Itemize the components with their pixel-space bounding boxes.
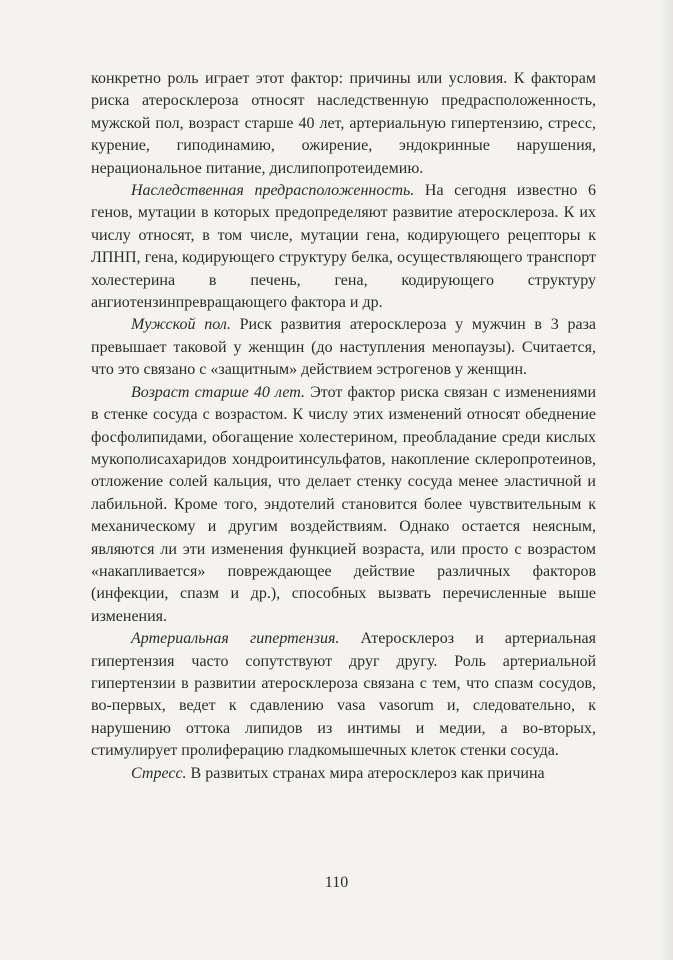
paragraph-intro xyxy=(91,68,596,180)
paragraph-male-sex-text: Риск развития атеросклероза у мужчин в 3 раза превышает таковой у женщин (до наступления менопаузы). Считается, что это связано с «защитным» действием эстрогенов у женщин. xyxy=(91,316,596,379)
paragraph-heredity-text: На сегодня известно 6 генов, мутации в которых предопределяют развитие атеросклероза. К их числу относят, в том числе, мутации гена, кодирующего рецепторы к ЛПНП, гена, кодирующего структуру белка, осуществляющего транспорт холестерина в печень, гена, кодирующего структуру ангиотензинпревращающего фактора и др. xyxy=(91,182,596,312)
body-text xyxy=(91,68,596,785)
term-hypertension: Артериальная гипертензия. xyxy=(131,630,340,648)
paragraph-age xyxy=(91,382,596,628)
paragraph-hypertension xyxy=(91,628,596,762)
paragraph-intro-text: конкретно роль играет этот фактор: причины или условия. К факторам риска атеросклероза относят наследственную предрасположенность, мужской пол, возраст старше 40 лет, артериальную гипертензию, стресс, курение, гиподинамию, ожирение, эндокринные нарушения, нерациональное питание, дислипопротеидемию. xyxy=(91,70,596,177)
term-male-sex: Мужской пол. xyxy=(131,316,231,334)
paragraph-heredity xyxy=(91,180,596,314)
paragraph-stress-text: В развитых странах мира атеросклероз как причина xyxy=(186,764,545,782)
term-stress: Стресс. xyxy=(131,764,187,782)
paragraph-stress xyxy=(91,763,596,785)
paragraph-age-text: Этот фактор риска связан с изменениями в стенке сосуда с возрастом. К числу этих изменений относят обеднение фосфолипидами, обогащение холестерином, преобладание среди кислых мукополисахаридов хондроитинсульфатов, накопление склеропротеинов, отложение солей кальция, что делает стенку сосуда менее эластичной и лабильной. Кроме того, эндотелий становится более чувствительным к механическому и другим воздействиям. Однако остается неясным, являются ли эти изменения функцией возраста, или просто с возрастом «накапливается» повреждающее действие различных факторов (инфекции, спазм и др.), способных вызвать перечисленные выше изменения. xyxy=(91,383,597,625)
term-age: Возраст старше 40 лет. xyxy=(131,383,306,401)
paragraph-male-sex xyxy=(91,314,596,381)
term-heredity: Наследственная предрасположенность. xyxy=(131,182,415,200)
page-number: 110 xyxy=(324,874,349,891)
paragraph-hypertension-text: Атеросклероз и артериальная гипертензия часто сопутствуют друг другу. Роль артериальной гипертензии в развитии атеросклероза связана с тем, что спазм сосудов, во-первых, ведет к сдавлению vasa vasorum и, следовательно, к нарушению оттока липидов из интимы и медии, а во-вторых, стимулирует пролиферацию гладкомышечных клеток стенки сосуда. xyxy=(91,630,597,760)
